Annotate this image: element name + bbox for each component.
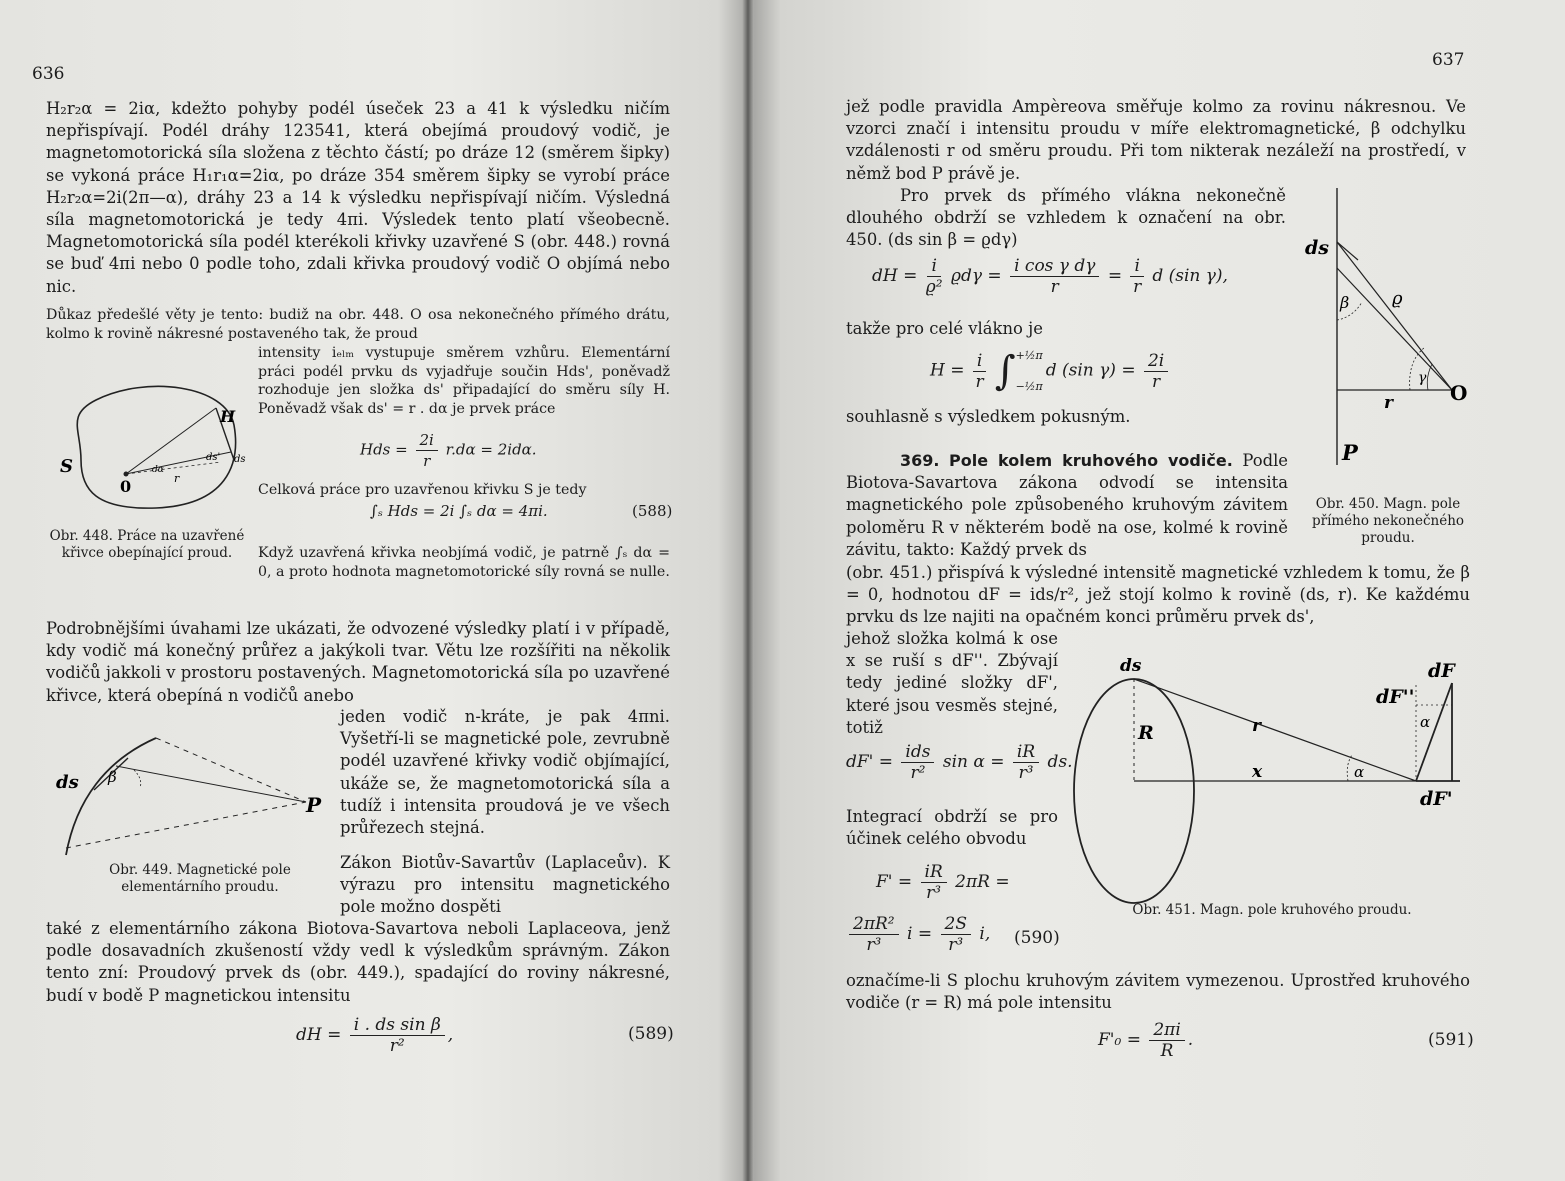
fig451-label-r: r	[1252, 716, 1261, 736]
detail-paragraph-b: jeden vodič n-kráte, je pak 4πni. Vyšetří-li se magnetické pole, zevrubně podél uzavřené křivky vodič objímající, ukáže se, že magnetomotorická síla a tudíž i intensita proudová je ve všech průřezech stejná.	[340, 707, 670, 838]
equation-dh-infinite-wire: dH = $\frac{i}{\text{ϱ²}}$ ϱdγ = $\frac{\text{i cos γ dγ}}{r}$ = $\frac{i}{r}$ d (sin γ),	[872, 256, 1228, 297]
figure-450	[1300, 180, 1470, 470]
figure-450-caption: Obr. 450. Magn. pole přímého nekonečného proudu.	[1311, 496, 1465, 546]
detail-paragraph-a: Podrobnějšími úvahami lze ukázati, že odvozené výsledky platí i v případě, kdy vodič má konečný průřez a jakýkoli tvar. Větu lze rozšířiti na několik vodičů jakkoli v prostoru postavených. Magnetomotorická síla po uzavřené křivce, která obepíná n vodičů anebo	[46, 619, 670, 705]
fig448-label-s: S	[60, 456, 73, 477]
equation-588-number: (588)	[632, 502, 673, 520]
section-369-paragraph-a	[846, 450, 1288, 561]
right-paragraph-1: jež podle pravidla Ampèreova směřuje kolmo za rovinu nákresnou. Ve vzorci značí i intensitu proudu v míře elektromagnetické, β odchylku vzdálenosti r od směru proudu. Při tom nikterak nezáleží na prostředí, v němž bod P právě je.	[846, 97, 1466, 183]
right-paragraph-2: Pro prvek ds přímého vlákna nekonečně dlouhého obdrží se vzhledem k označení na obr. 450. (ds sin β = ϱdγ)	[846, 186, 1286, 250]
fig450-label-rho: ϱ	[1392, 288, 1403, 309]
no-enclose-text: Když uzavřená křivka neobjímá vodič, je patrně ∫ₛ dα = 0, a proto hodnota magnetomotorické síly rovná se nulle.	[258, 545, 670, 580]
proof-text-b: intensity iₑₗₘ vystupuje směrem vzhůru. Elementární práci podél prvku ds vyjadřuje součin Hds', poněvadž rozhoduje jen složka ds' připadající do směru síly H. Poněvadž však ds' = r . dα je prvek práce	[258, 345, 670, 417]
fig451-label-ds: ds	[1120, 656, 1142, 676]
section-title: Pole kolem kruhového vodiče.	[949, 451, 1233, 470]
agree-text: souhlasně s výsledkem pokusným.	[846, 407, 1131, 426]
integration-text: Integrací obdrží se pro účinek celého obvodu	[846, 807, 1058, 849]
thus-text: takže pro celé vlákno je	[846, 319, 1043, 338]
equation-hds: Hds = $\frac{2i}{r}$ r.dα = 2idα.	[360, 431, 537, 470]
book-gutter	[742, 0, 754, 1181]
law-paragraph-b: také z elementárního zákona Biotova-Savartova neboli Laplaceova, jenž podle dosavadních zkušeností vždy vedl k výsledkům správným. Zákon tento zní: Proudový prvek ds (obr. 449.), spadající do roviny nákresné, budí v bodě P magnetickou intensitu	[46, 919, 670, 1005]
fig450-label-p: P	[1342, 440, 1358, 465]
equation-591: F'₀ = $\frac{2\pi i}{R}$ .	[1098, 1020, 1194, 1061]
section-number: 369.	[900, 451, 940, 470]
fig450-label-ds: ds	[1305, 237, 1329, 259]
fig449-label-beta: β	[108, 768, 117, 786]
equation-589: dH = $\frac{\text{i . ds sin β}}{\text{r²}}$ ,	[296, 1015, 454, 1056]
proof-text-a: Důkaz předešlé věty je tento: budiž na obr. 448. O osa nekonečného přímého drátu, kolmo k rovině nákresné postaveného tak, že proud	[46, 307, 670, 342]
equation-591-number: (591)	[1428, 1030, 1474, 1050]
fig450-label-o: O	[1450, 381, 1468, 405]
section-369-paragraph-c: jehož složka kolmá k ose x se ruší s dF''. Zbývají tedy jediné složky dF', které jsou vesměs stejné, totiž	[846, 629, 1058, 737]
fig451-label-alpha-1: α	[1354, 763, 1365, 781]
fig449-label-p: P	[306, 793, 322, 817]
figure-448-caption: Obr. 448. Práce na uzavřené křivce obepínající proud.	[49, 528, 245, 561]
fig451-label-x: x	[1252, 762, 1263, 782]
page-number-right: 637	[1432, 50, 1465, 70]
fig451-label-dF-prime: dF'	[1420, 788, 1453, 810]
equation-h-infinite-wire: H = $\frac{i}{r}$ ∫ +½π −½π d (sin γ) = $\frac{2i}{r}$	[930, 348, 1171, 394]
final-paragraph: označíme-li S plochu kruhovým závitem vymezenou. Uprostřed kruhového vodiče (r = R) má pole intensitu	[846, 971, 1470, 1013]
fig451-label-dF-double-prime: dF''	[1376, 686, 1415, 708]
fig448-label-alpha: dα	[152, 465, 164, 475]
figure-449-caption: Obr. 449. Magnetické pole elementárního proudu.	[109, 862, 291, 895]
fig451-label-R: R	[1138, 722, 1154, 744]
equation-dF-prime: dF' = $\frac{\text{ids}}{\text{r²}}$ sin α = $\frac{iR}{\text{r³}}$ ds.	[846, 742, 1073, 783]
equation-590-second-line: $\frac{\text{2πR²}}{\text{r³}}$ i = $\frac{2S}{\text{r³}}$ i,	[846, 914, 990, 955]
fig449-label-ds: ds	[56, 772, 79, 793]
left-paragraph-1: H₂r₂α = 2iα, kdežto pohyby podél úseček 23 a 41 k výsledku ničím nepřispívají. Podél dráhy 123541, která obejímá proudový vodič, je magnetomotorická síla složena z těchto částí; po dráze 12 (směrem šipky) se vykoná práce H₁r₁α=2iα, po dráze 354 směrem šipky se vyrobí práce H₂r₂α=2i(2π—α), dráhy 23 a 14 k výsledku nepřispívají ničím. Výsledná síla magnetomotorická je tedy 4πi. Výsledek tento platí všeobecně. Magnetomotorická síla podél kterékoli křivky uzavřené S (obr. 448.) rovná se buď 4πi nebo 0 podle toho, zdali křivka proudový vodič O objímá nebo nic.	[46, 99, 670, 296]
figure-449	[56, 730, 336, 860]
equation-590-number: (590)	[1014, 928, 1060, 948]
section-intro: Podle Biotova-Savartova zákona odvodí se intensita magnetického pole způsobeného kruhovým závitem poloměru R v některém bodě na ose, kolmé k rovině závitu, takto: Každý prvek ds	[846, 451, 1289, 559]
fig448-label-o: 0	[120, 477, 132, 496]
equation-589-number: (589)	[628, 1024, 674, 1044]
figure-448	[56, 380, 256, 520]
fig450-label-r: r	[1384, 393, 1393, 413]
figure-451	[1070, 655, 1470, 900]
fig451-label-alpha-2: α	[1420, 713, 1431, 731]
equation-588: ∫ₛ Hds = 2i ∫ₛ dα = 4πi.	[370, 502, 548, 520]
section-369-paragraph-b: (obr. 451.) přispívá k výsledné intensitě magnetické vzhledem k tomu, že β = 0, hodnotou dF = ids/r², jež stojí kolmo k rovině (ds, r). Ke každému prvku ds lze najiti na opačném konci průměru prvek ds',	[846, 563, 1470, 627]
equation-590-first-line: F' = $\frac{iR}{\text{r³}}$ 2πR =	[876, 862, 1010, 903]
fig448-label-h: H	[220, 407, 236, 426]
page-number-left: 636	[32, 64, 65, 84]
fig450-label-gamma: γ	[1418, 370, 1427, 386]
law-paragraph-a: Zákon Biotův-Savartův (Laplaceův). K výrazu pro intensitu magnetického pole možno dospěti	[340, 853, 670, 917]
fig448-label-ds-prime: ds'	[206, 452, 221, 463]
fig448-label-r: r	[174, 472, 180, 485]
fig448-label-ds: ds	[234, 454, 246, 465]
fig450-label-beta: β	[1340, 293, 1350, 312]
closed-curve-text: Celková práce pro uzavřenou křivku S je tedy	[258, 482, 587, 498]
fig451-label-dF: dF	[1428, 660, 1455, 682]
figure-451-caption: Obr. 451. Magn. pole kruhového proudu.	[1132, 902, 1412, 918]
